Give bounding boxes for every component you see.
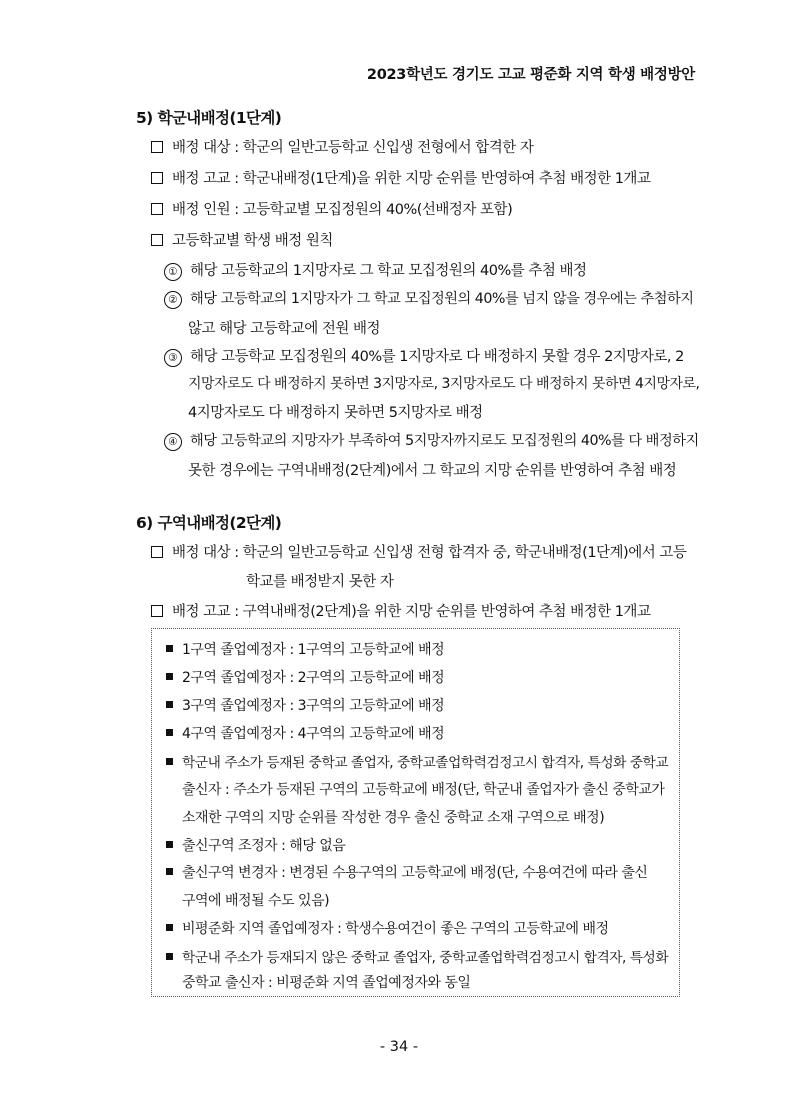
checkbox-square-icon <box>151 141 163 153</box>
circled-number: ① <box>164 263 182 281</box>
box-item-text: 3구역 졸업예정자 : 3구역의 고등학교에 배정 <box>182 698 445 714</box>
box-item-continued: 출신자 : 주소가 등재된 구역의 고등학교에 배정(단, 학군내 졸업자가 출신 중학교가 <box>182 782 665 798</box>
principle-text: 해당 고등학교 모집정원의 40%를 1지망자로 다 배정하지 못할 경우 2지망자로, 2 <box>190 349 684 365</box>
principle-2-continued: 않고 해당 고등학교에 전원 배정 <box>188 321 381 337</box>
checkbox-square-icon <box>151 546 163 558</box>
page-number: - 34 - <box>379 1039 419 1055</box>
section-6-item <box>151 541 686 562</box>
box-item-text: 출신구역 변경자 : 변경된 수용구역의 고등학교에 배정(단, 수용여건에 따라 출신 <box>182 865 648 881</box>
circled-number: ④ <box>164 433 182 451</box>
box-item-continued: 소재한 구역의 지망 순위를 작성한 경우 출신 중학교 소재 구역으로 배정) <box>182 810 605 826</box>
principle-3-continued: 4지망자로도 다 배정하지 못하면 5지망자로 배정 <box>188 405 483 421</box>
principle-4 <box>164 430 699 451</box>
box-item-text: 비평준화 지역 졸업예정자 : 학생수용여건이 좋은 구역의 고등학교에 배정 <box>182 921 609 937</box>
section-6-item-continued: 학교를 배정받지 못한 자 <box>246 574 394 590</box>
square-bullet-icon <box>166 953 173 960</box>
section-6-title: 6) 구역내배정(2단계) <box>136 514 282 532</box>
box-item <box>166 667 444 687</box>
section-5-item <box>151 167 650 188</box>
box-item <box>166 751 668 771</box>
box-item-continued: 중학교 출신자 : 비평준화 지역 졸업예정자와 동일 <box>182 975 471 991</box>
box-item <box>166 639 444 659</box>
principle-2 <box>164 288 694 309</box>
square-bullet-icon <box>166 701 173 708</box>
box-item-text: 4구역 졸업예정자 : 4구역의 고등학교에 배정 <box>182 726 445 742</box>
checkbox-square-icon <box>151 203 163 215</box>
checkbox-square-icon <box>151 234 163 246</box>
assignment-rules-box <box>151 628 680 997</box>
item-text: 배정 대상 : 학군의 일반고등학교 신입생 전형에서 합격한 자 <box>172 140 534 156</box>
principle-3-continued: 지망자로도 다 배정하지 못하면 3지망자로, 3지망자로도 다 배정하지 못하면 4지망자로, <box>188 376 700 392</box>
section-5-item <box>151 229 333 250</box>
box-item-text: 학군내 주소가 등재되지 않은 중학교 졸업자, 중학교졸업학력검정고시 합격자, 특성화 <box>182 950 669 966</box>
principle-4-continued: 못한 경우에는 구역내배정(2단계)에서 그 학교의 지망 순위를 반영하여 추첨 배정 <box>188 463 677 479</box>
circled-number: ③ <box>164 349 182 367</box>
principle-text: 해당 고등학교의 1지망자가 그 학교 모집정원의 40%를 넘지 않을 경우에는 추첨하지 <box>190 291 694 307</box>
item-text: 배정 고교 : 학군내배정(1단계)을 위한 지망 순위를 반영하여 추첨 배정한 1개교 <box>172 171 651 187</box>
item-text: 배정 인원 : 고등학교별 모집정원의 40%(선배정자 포함) <box>172 202 513 218</box>
box-item <box>166 723 444 743</box>
box-item <box>166 946 668 966</box>
box-item <box>166 918 609 938</box>
box-item-continued: 구역에 배정될 수도 있음) <box>182 893 330 909</box>
box-item-text: 학군내 주소가 등재된 중학교 졸업자, 중학교졸업학력검정고시 합격자, 특성화 중학교 <box>182 755 669 771</box>
principle-1 <box>164 259 587 281</box>
principle-text: 해당 고등학교의 지망자가 부족하여 5지망자까지로도 모집정원의 40%를 다 배정하지 <box>190 433 699 449</box>
section-6-item <box>151 600 650 621</box>
item-text: 배정 고교 : 구역내배정(2단계)을 위한 지망 순위를 반영하여 추첨 배정한 1개교 <box>172 604 651 620</box>
box-item-text: 2구역 졸업예정자 : 2구역의 고등학교에 배정 <box>182 670 445 686</box>
box-item <box>166 862 647 882</box>
square-bullet-icon <box>166 645 173 652</box>
principle-3 <box>164 345 684 367</box>
square-bullet-icon <box>166 758 173 765</box>
item-text: 배정 대상 : 학군의 일반고등학교 신입생 전형 합격자 중, 학군내배정(1단계)에서 고등 <box>172 545 687 561</box>
checkbox-square-icon <box>151 172 163 184</box>
square-bullet-icon <box>166 729 173 736</box>
running-header: 2023학년도 경기도 고교 평준화 지역 학생 배정방안 <box>366 67 695 83</box>
box-item <box>166 695 444 715</box>
checkbox-square-icon <box>151 605 163 617</box>
item-text: 고등학교별 학생 배정 원칙 <box>172 233 333 249</box>
section-5-title: 5) 학군내배정(1단계) <box>136 109 282 127</box>
square-bullet-icon <box>166 673 173 680</box>
circled-number: ② <box>164 291 182 309</box>
box-item <box>166 835 345 855</box>
square-bullet-icon <box>166 868 173 875</box>
principle-text: 해당 고등학교의 1지망자로 그 학교 모집정원의 40%를 추첨 배정 <box>190 263 587 279</box>
box-item-text: 1구역 졸업예정자 : 1구역의 고등학교에 배정 <box>182 642 445 658</box>
section-5-item <box>151 198 512 219</box>
box-item-text: 출신구역 조정자 : 해당 없음 <box>182 838 346 854</box>
section-5-item <box>151 136 533 157</box>
square-bullet-icon <box>166 924 173 931</box>
square-bullet-icon <box>166 841 173 848</box>
